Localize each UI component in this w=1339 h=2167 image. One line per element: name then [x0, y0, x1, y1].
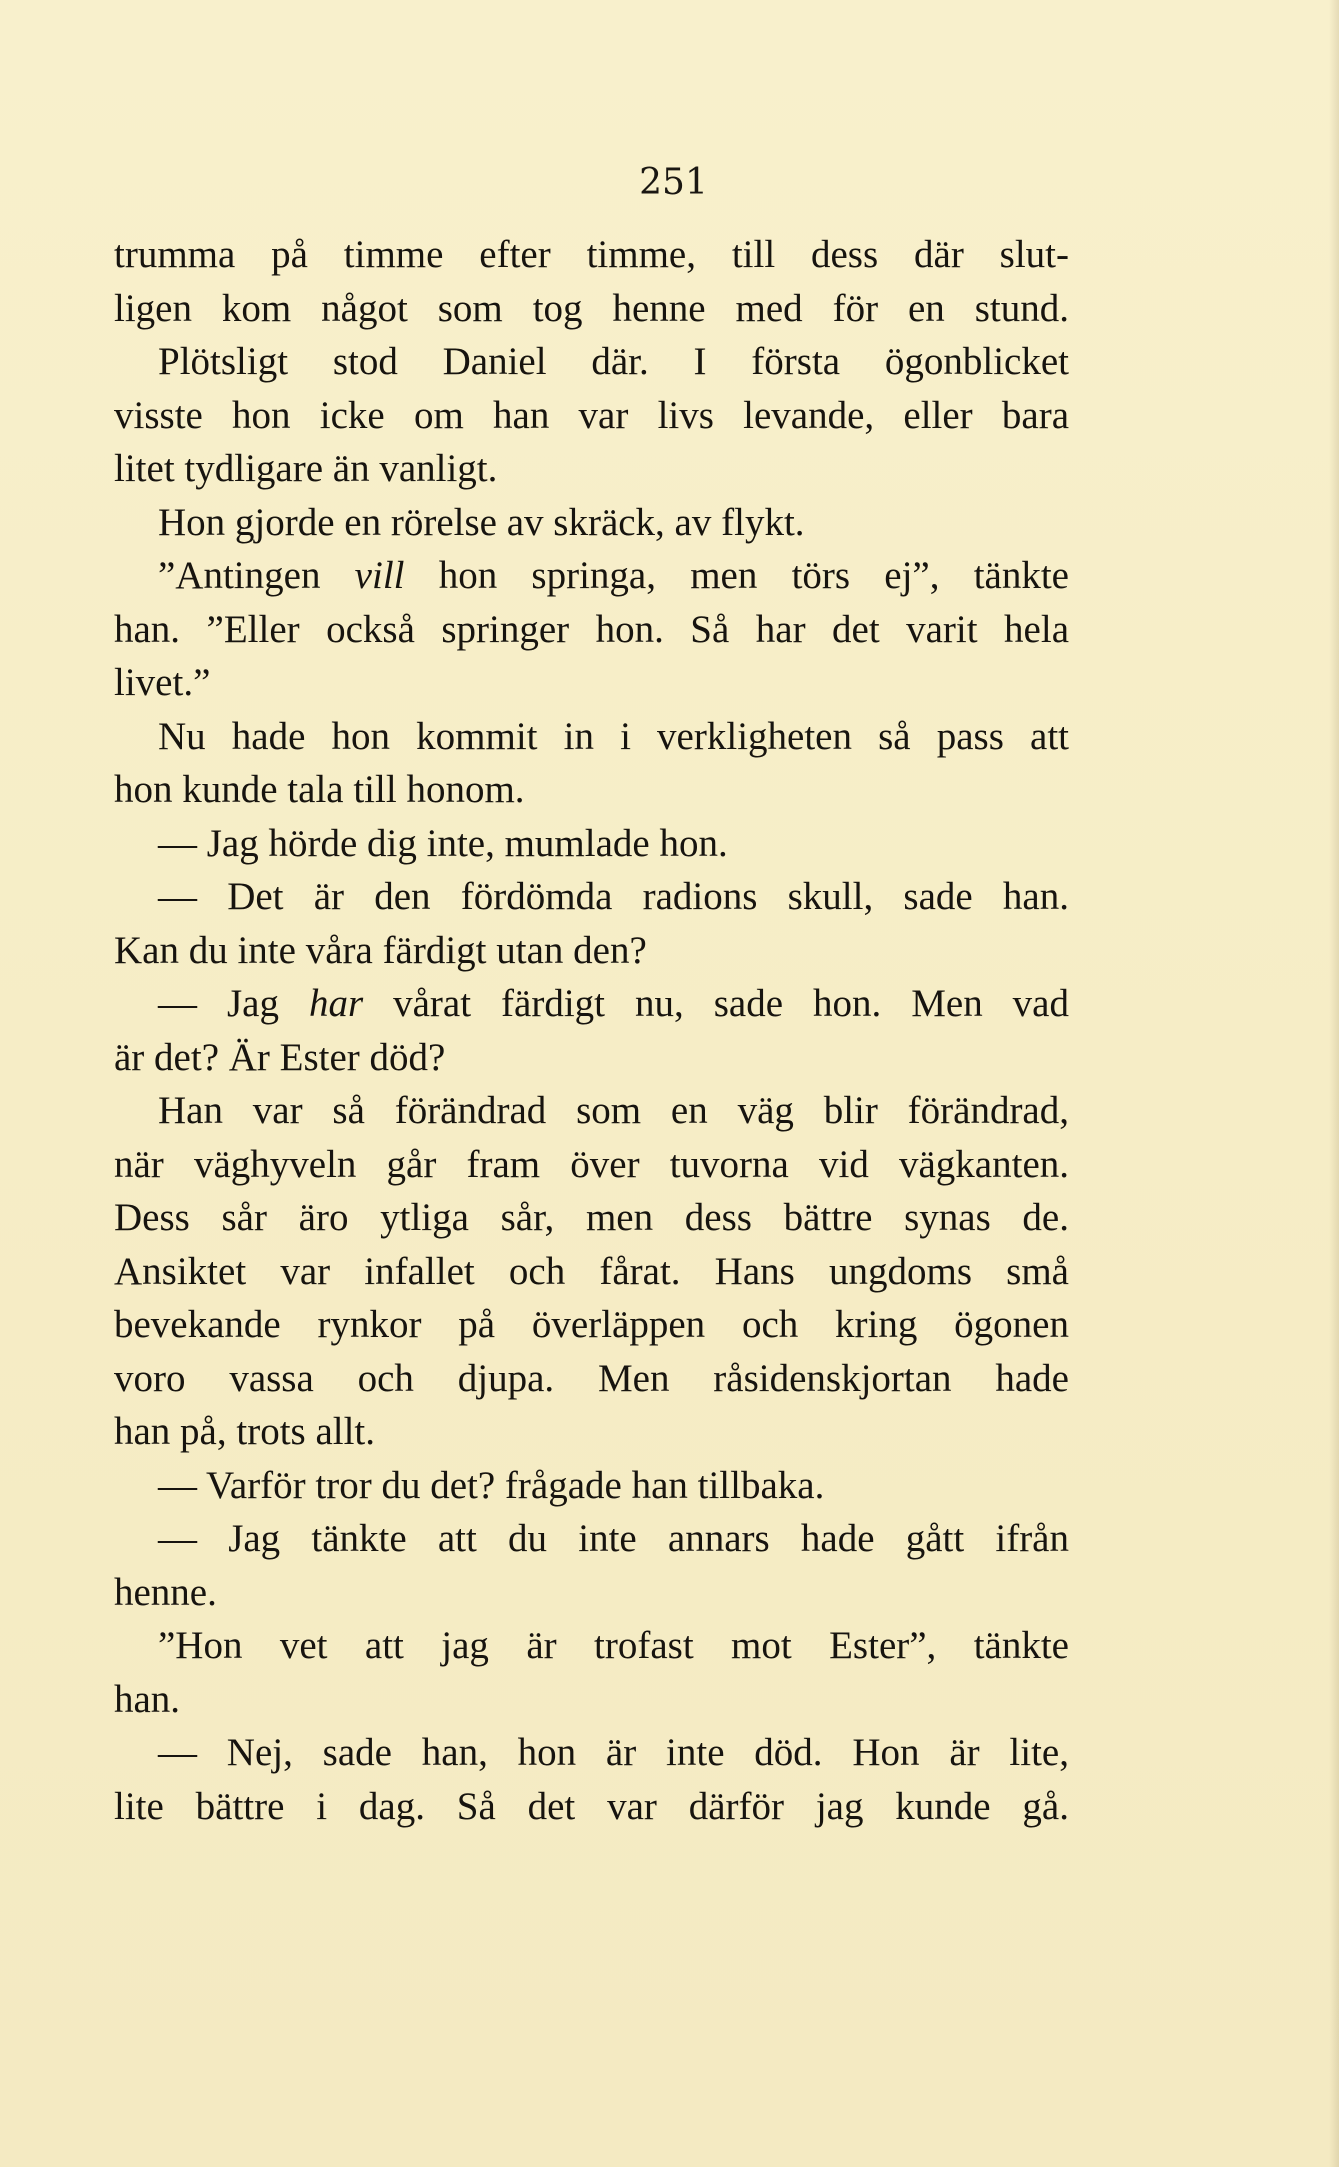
- text-line: — Det är den fördömda radions skull, sade han.: [158, 875, 1069, 918]
- body-text: [114, 228, 1069, 1833]
- text-line: ”Hon vet att jag är trofast mot Ester”, tänkte: [158, 1624, 1069, 1667]
- text-line: Hon gjorde en rörelse av skräck, av flykt.: [158, 500, 805, 544]
- text-line: livet.”: [114, 661, 211, 704]
- text-line: — Jag tänkte att du inte annars hade gått ifrån: [158, 1517, 1069, 1560]
- text-segment: hon springa, men törs ej”, tänkte: [404, 554, 1069, 597]
- text-line: — Varför tror du det? frågade han tillbaka.: [158, 1463, 825, 1507]
- text-line: han på, trots allt.: [114, 1410, 376, 1453]
- text-line: [114, 977, 1069, 1031]
- text-line: ligen kom något som tog henne med för en stund.: [114, 286, 1069, 330]
- text-segment: ”Antingen: [158, 554, 355, 597]
- text-line: [114, 549, 1069, 603]
- text-line: Plötsligt stod Daniel där. I första ögonblicket: [158, 340, 1069, 383]
- page-edge-shadow: [1329, 0, 1339, 2167]
- page-number: 251: [639, 162, 708, 203]
- emphasis: vill: [354, 554, 405, 597]
- text-line: — Nej, sade han, hon är inte död. Hon är lite,: [158, 1731, 1069, 1774]
- text-line: han.: [114, 1677, 181, 1721]
- text-line: litet tydligare än vanligt.: [114, 447, 498, 490]
- text-line: visste hon icke om han var livs levande, eller bara: [114, 393, 1069, 437]
- text-line: lite bättre i dag. Så det var därför jag kunde gå.: [114, 1784, 1069, 1828]
- text-segment: — Jag: [158, 982, 309, 1025]
- text-line: voro vassa och djupa. Men råsidenskjortan hade: [114, 1356, 1069, 1400]
- text-line: Dess sår äro ytliga sår, men dess bättre synas de.: [114, 1196, 1069, 1239]
- text-segment: vårat färdigt nu, sade hon. Men vad: [363, 982, 1069, 1025]
- emphasis: har: [308, 982, 364, 1025]
- text-line: henne.: [114, 1570, 217, 1614]
- text-line: hon kunde tala till honom.: [114, 768, 525, 811]
- text-line: Nu hade hon kommit in i verkligheten så pass att: [158, 714, 1069, 758]
- text-line: Ansiktet var infallet och fårat. Hans ungdoms små: [114, 1249, 1069, 1293]
- text-line: trumma på timme efter timme, till dess där slut-: [114, 233, 1069, 276]
- text-line: bevekande rynkor på överläppen och kring ögonen: [114, 1303, 1069, 1346]
- text-line: är det? Är Ester död?: [114, 1035, 446, 1079]
- text-line: — Jag hörde dig inte, mumlade hon.: [158, 821, 728, 865]
- text-line: Han var så förändrad som en väg blir förändrad,: [158, 1089, 1069, 1132]
- text-line: när väghyveln går fram över tuvorna vid vägkanten.: [114, 1142, 1069, 1186]
- text-line: Kan du inte våra färdigt utan den?: [114, 928, 647, 972]
- text-line: han. ”Eller också springer hon. Så har det varit hela: [114, 607, 1069, 651]
